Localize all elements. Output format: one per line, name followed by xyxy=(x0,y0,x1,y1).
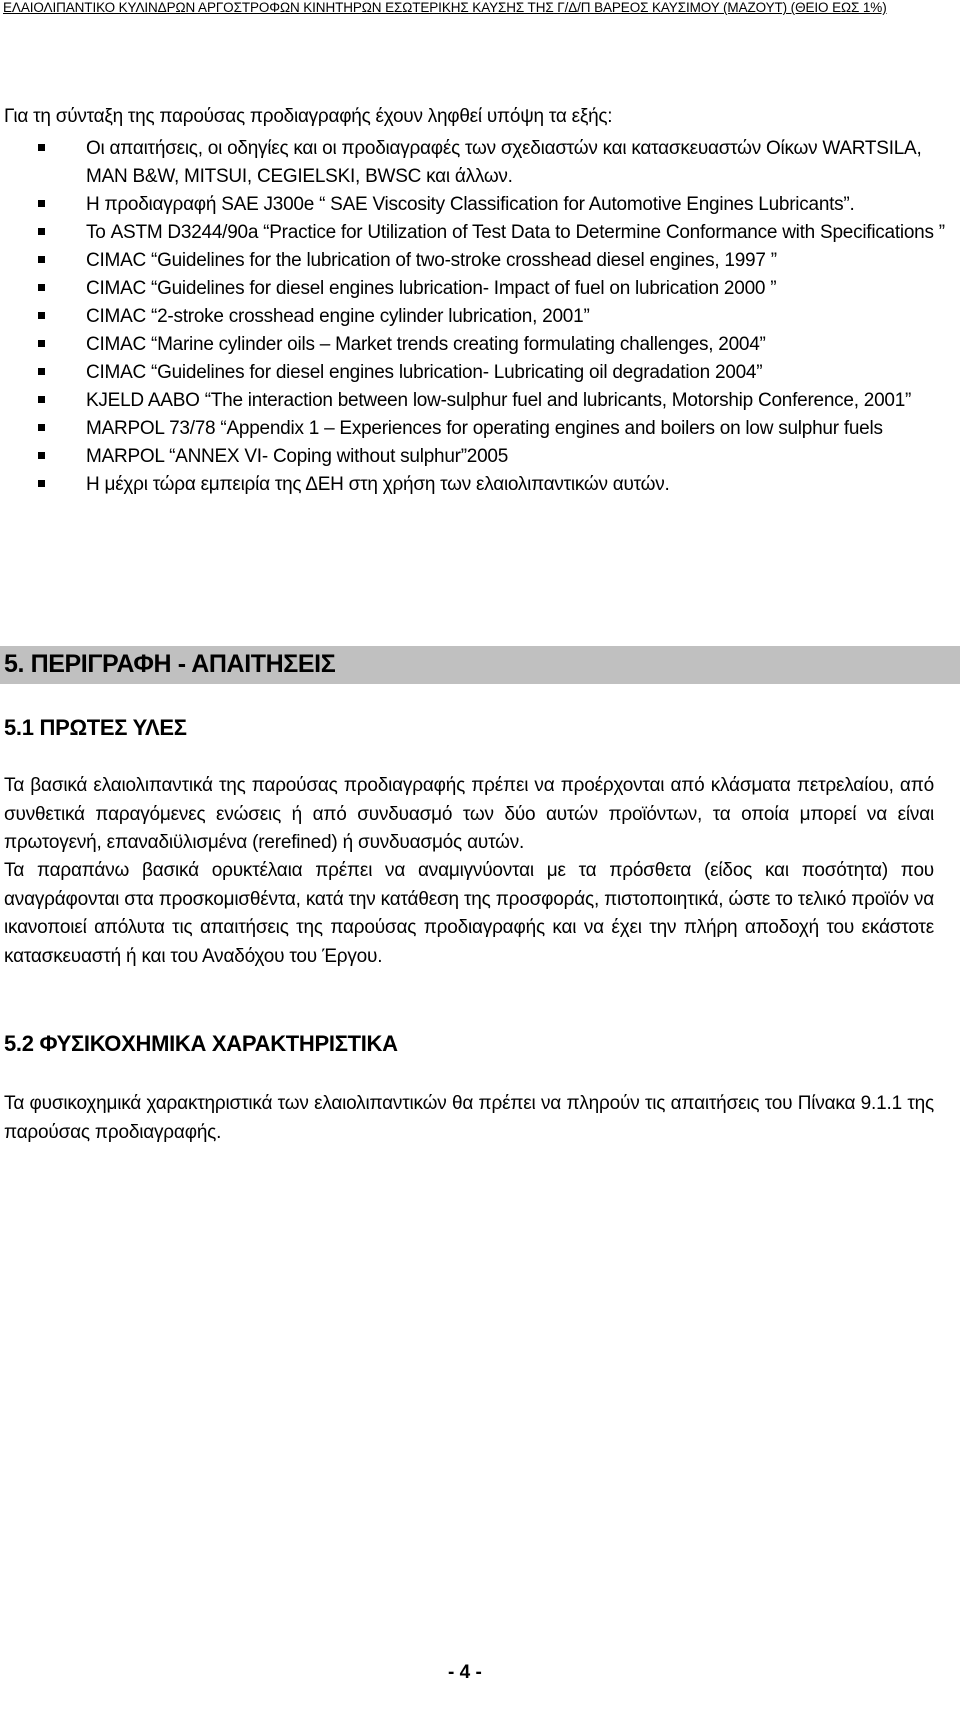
square-bullet-icon xyxy=(38,144,45,151)
list-item: CIMAC “Marine cylinder oils – Market trends creating formulating challenges, 2004” xyxy=(4,331,954,359)
subsection-title-raw-materials: 5.1 ΠΡΩΤΕΣ ΥΛΕΣ xyxy=(4,715,187,740)
list-item: Οι απαιτήσεις, οι οδηγίες και οι προδιαγραφές των σχεδιαστών και κατασκευαστών Οίκων WARTSILA, MAN B&W, MITSUI, CEGIELSKI, BWSC και άλλων. xyxy=(4,135,954,191)
paragraph-physicochemical: Τα φυσικοχημικά χαρακτηριστικά των ελαιολιπαντικών θα πρέπει να πληρούν τις απαιτήσεις του Πίνακα 9.1.1 της παρούσας προδιαγραφής. xyxy=(4,1093,934,1143)
list-item: CIMAC “Guidelines for diesel engines lubrication- Impact of fuel on lubrication 2000 ” xyxy=(4,275,954,303)
list-item: Η μέχρι τώρα εμπειρία της ΔΕΗ στη χρήση των ελαιολιπαντικών αυτών. xyxy=(4,471,954,499)
list-item: CIMAC “2-stroke crosshead engine cylinder lubrication, 2001” xyxy=(4,303,954,331)
square-bullet-icon xyxy=(38,256,45,263)
list-item: MARPOL “ANNEX VI- Coping without sulphur”2005 xyxy=(4,443,954,471)
list-item: Το ASTM D3244/90a “Practice for Utilization of Test Data to Determine Conformance with Specifications ” xyxy=(4,219,954,247)
square-bullet-icon xyxy=(38,200,45,207)
square-bullet-icon xyxy=(38,228,45,235)
list-item: CIMAC “Guidelines for the lubrication of two-stroke crosshead diesel engines, 1997 ” xyxy=(4,247,954,275)
square-bullet-icon xyxy=(38,312,45,319)
paragraph-raw-materials-1: Τα βασικά ελαιολιπαντικά της παρούσας προδιαγραφής πρέπει να προέρχονται από κλάσματα πετρελαίου, από συνθετικά παραγόμενες ενώσεις ή από συνδυασμό των δύο αυτών προϊόντων, τα οποία μπορεί να είναι πρωτογενή, επαναδιϋλισμένα (rerefined) ή συνδυασμός αυτών. xyxy=(4,775,934,853)
square-bullet-icon xyxy=(38,396,45,403)
list-item: KJELD AABO “The interaction between low-sulphur fuel and lubricants, Motorship Conference, 2001” xyxy=(4,387,954,415)
list-item: Η προδιαγραφή SAE J300e “ SAE Viscosity Classification for Automotive Engines Lubricants”. xyxy=(4,191,954,219)
list-item: MARPOL 73/78 “Appendix 1 – Experiences for operating engines and boilers on low sulphur fuels xyxy=(4,415,954,443)
square-bullet-icon xyxy=(38,452,45,459)
square-bullet-icon xyxy=(38,424,45,431)
reference-list xyxy=(4,135,954,499)
list-item: CIMAC “Guidelines for diesel engines lubrication- Lubricating oil degradation 2004” xyxy=(4,359,954,387)
square-bullet-icon xyxy=(38,284,45,291)
page-number: - 4 - xyxy=(448,1662,482,1683)
square-bullet-icon xyxy=(38,480,45,487)
square-bullet-icon xyxy=(38,340,45,347)
page-header: ΕΛΑΙΟΛΙΠΑΝΤΙΚΟ ΚΥΛΙΝΔΡΩΝ ΑΡΓΟΣΤΡΟΦΩΝ ΚΙΝΗΤΗΡΩΝ ΕΣΩΤΕΡΙΚΗΣ ΚΑΥΣΗΣ ΤΗΣ Γ/Δ/Π ΒΑΡΕΟΣ ΚΑΥΣΙΜΟΥ (ΜΑΖΟΥΤ) (ΘΕΙΟ ΕΩΣ 1%) xyxy=(3,0,887,15)
intro-text: Για τη σύνταξη της παρούσας προδιαγραφής έχουν ληφθεί υπόψη τα εξής: xyxy=(4,106,613,127)
subsection-title-physicochemical: 5.2 ΦΥΣΙΚΟΧΗΜΙΚΑ ΧΑΡΑΚΤΗΡΙΣΤΙΚΑ xyxy=(4,1031,398,1056)
section-title: 5. ΠΕΡΙΓΡΑΦΗ - ΑΠΑΙΤΗΣΕΙΣ xyxy=(4,650,336,678)
paragraph-raw-materials-2: Τα παραπάνω βασικά ορυκτέλαια πρέπει να αναμιγνύονται με τα πρόσθετα (είδος και ποσότητα) που αναγράφονται στα προσκομισθέντα, κατά την κατάθεση της προσφοράς, πιστοποιητικά, ώστε το τελικό προϊόν να ικανοποιεί απόλυτα τις απαιτήσεις της παρούσας προδιαγραφής και να έχει την πλήρη αποδοχή του εκάστοτε κατασκευαστή ή και του Αναδόχου του Έργου. xyxy=(4,860,934,967)
square-bullet-icon xyxy=(38,368,45,375)
